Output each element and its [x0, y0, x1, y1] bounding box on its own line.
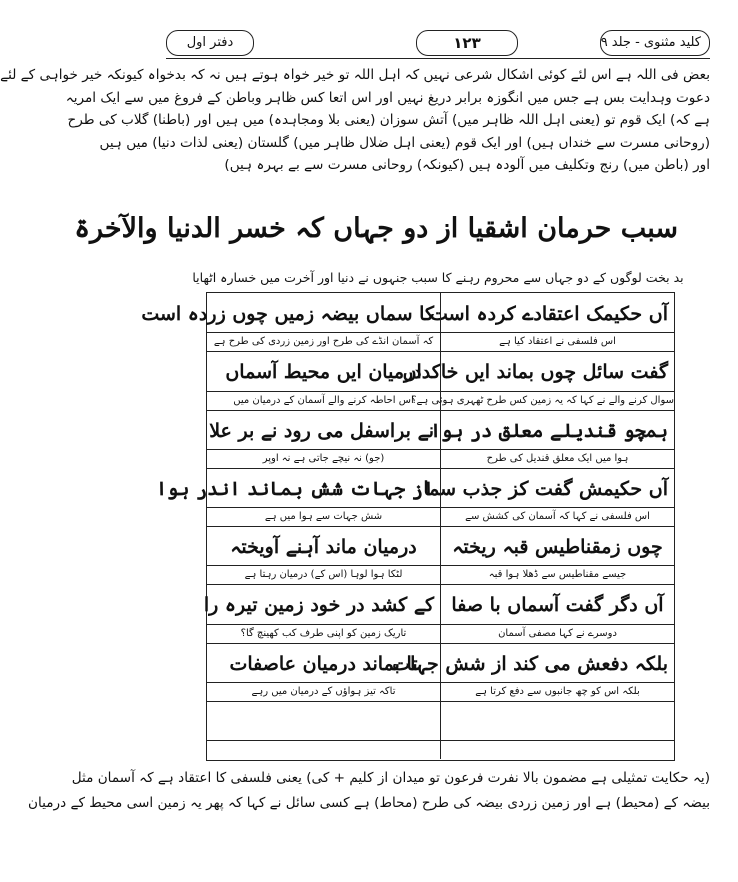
column-divider: [440, 584, 441, 642]
persian-hemistich: گفت سائل چوں بماند ایں خاکداں: [402, 361, 668, 384]
urdu-gloss: سوال کرنے والے نے کہا کہ یہ زمین کس طرح ٹھہری ہوئی ہے؟: [441, 391, 674, 410]
intro-line: (روحانی مسرت سے خنداں ہیں) اور ایک قوم (یعنی اہل ضلال ظاہر میں) گلستان (یعنی لذات دنیا) میں ہیں: [99, 134, 710, 151]
persian-hemistich: آں حکیمش گفت کز جذب سما: [423, 477, 668, 500]
column-divider: [440, 351, 441, 409]
intro-line: بعض فی اللہ ہے اس لئے کوئی اشکال شرعی نہیں کہ اہل اللہ تو خیر خواہ ہوتے ہیں نہ کہ بدخواہ کیونکہ خیر خواہی کے لئے: [0, 67, 710, 83]
urdu-gloss: تاکہ تیز ہواؤں کے درمیان میں رہے: [207, 682, 440, 701]
column-divider: [440, 410, 441, 468]
footer-line: (یہ حکایت تمثیلی ہے مضمون بالا نفرت فرعون تو میدان از کلیم + کی) یعنی فلسفی کا اعتقاد ہے کہ آسمان مثل: [71, 770, 710, 786]
column-divider: [440, 526, 441, 584]
verse-right-cell: [430, 410, 674, 468]
persian-hemistich: از جہات شش بماند اندر ہوا: [156, 477, 434, 500]
intro-paragraph: [0, 64, 710, 177]
intro-line: ہے کہ) ایک قوم تو (یعنی اہل اللہ ظاہر میں) آتش سوزان (یعنی بلا ومجاہدہ) میں ہیں اور (باطنا) گلاب کی طرح: [67, 112, 710, 128]
persian-hemistich: کے کشد در خود زمین تیرہ را: [203, 594, 434, 617]
verse-row: [141, 293, 674, 352]
urdu-gloss: اس احاطہ کرنے والے آسمان کے درمیان میں: [207, 391, 440, 410]
urdu-gloss: ہوا میں ایک معلق قندیل کی طرح: [441, 449, 674, 468]
verse-row: [207, 643, 674, 702]
verse-left-cell: [207, 701, 440, 759]
verse-table: [141, 292, 675, 761]
verse-left-cell: [207, 643, 440, 701]
urdu-gloss: دوسرے نے کہا مصفی آسمان: [441, 624, 674, 643]
verse-right-cell: [423, 468, 674, 526]
urdu-gloss: جیسے مقناطیس سے ڈھلا ہوا قبہ: [441, 565, 674, 584]
verse-row: [207, 410, 674, 469]
persian-hemistich: تا بماند درمیان عاصفات: [229, 652, 418, 675]
urdu-gloss: تاریک زمین کو اپنی طرف کب کھینچ گا؟: [207, 624, 440, 643]
column-divider: [440, 468, 441, 526]
persian-hemistich: ہمچو قندیلے معلق در ہوا: [430, 419, 668, 442]
verse-right-cell: [441, 526, 674, 584]
verse-left-cell: [207, 410, 440, 468]
footer-line: بیضہ کے (محیط) ہے اور زمین زردی بیضہ کی طرح (محاط) ہے کسی سائل نے کہا کہ پھر یہ زمین اسی محیط کے درمیان: [28, 795, 710, 811]
persian-hemistich: آں حکیمک اعتقادے کردہ است: [430, 303, 668, 325]
urdu-gloss: شش جہات سے ہوا میں ہے: [207, 507, 440, 526]
verse-right-cell: [402, 351, 674, 409]
intro-line: دعوت وہدایت بس ہے جس میں انگوزہ برابر دریغ نہیں اور اس اتعا کس ظاہر وباطن کے فروغ میں سے ایک امریہ: [65, 89, 710, 106]
verse-row: [203, 584, 674, 643]
verse-left-cell: [207, 351, 440, 409]
persian-hemistich: آں دگر گفت آسماں با صفا: [451, 594, 664, 617]
urdu-gloss: (جو) نہ نیچے جاتی ہے نہ اوپر: [207, 449, 440, 468]
verse-left-cell: [141, 293, 440, 351]
persian-hemistich: درمیان ماند آہنے آویختہ: [230, 536, 417, 558]
persian-hemistich: نے براسفل می رود نے بر علا: [209, 419, 434, 442]
verse-left-cell: [203, 584, 440, 642]
column-divider: [440, 643, 441, 701]
header-rule: [166, 58, 710, 59]
section-subtitle: بد بخت لوگوں کے دو جہاں سے محروم رہنے کا سبب جنہوں نے دنیا اور آخرت میں خسارہ اٹھایا: [192, 270, 684, 285]
book-title-badge: کلید مثنوی - جلد ۹: [600, 30, 710, 56]
persian-hemistich: کا سماں بیضہ زمیں چوں زردہ است: [141, 303, 434, 325]
verse-right-cell: [441, 584, 674, 642]
urdu-gloss: [207, 740, 440, 759]
urdu-gloss: لٹکا ہوا لوہا (اس کے) درمیان رہتا ہے: [207, 565, 440, 584]
urdu-gloss: اس فلسفی نے کہا کہ آسمان کی کشش سے: [441, 507, 674, 526]
verse-right-cell: [441, 701, 674, 759]
verse-row: [156, 468, 674, 527]
persian-hemistich: [213, 704, 434, 740]
verse-row: [207, 701, 674, 759]
verse-row: [207, 351, 674, 410]
verse-right-cell: [392, 643, 674, 701]
verse-left-cell: [156, 468, 440, 526]
column-divider: [440, 293, 441, 351]
urdu-gloss: اس فلسفی نے اعتقاد کیا ہے: [441, 332, 674, 351]
intro-line: اور (باطن میں) رنج وتکلیف میں آلودہ ہیں (کیونکہ) روحانی مسرت سے بے بہرہ ہیں): [224, 157, 710, 173]
persian-hemistich: درمیان ایں محیط آسماں: [225, 361, 422, 384]
footer-paragraph: [28, 766, 710, 816]
verse-left-cell: [207, 526, 440, 584]
page-header: [166, 28, 710, 62]
page-number: ۱۲۳: [416, 30, 518, 56]
column-divider: [440, 701, 441, 759]
persian-hemistich: [447, 704, 668, 740]
volume-badge: دفتر اول: [166, 30, 254, 56]
urdu-gloss: [441, 740, 674, 759]
urdu-gloss: کہ آسمان انڈے کی طرح اور زمین زردی کی طرح ہے: [207, 332, 440, 351]
verse-row: [207, 526, 674, 585]
persian-hemistich: بلکہ دفعش می کند از شش جہات: [392, 652, 668, 675]
persian-hemistich: چوں زمقناطیس قبہ ریختہ: [452, 536, 663, 558]
section-title: سبب حرمان اشقیا از دو جہاں کہ خسر الدنیا والآخرۃ: [74, 213, 678, 244]
urdu-gloss: بلکہ اس کو چھ جانبوں سے دفع کرتا ہے: [441, 682, 674, 701]
verse-right-cell: [430, 293, 674, 351]
